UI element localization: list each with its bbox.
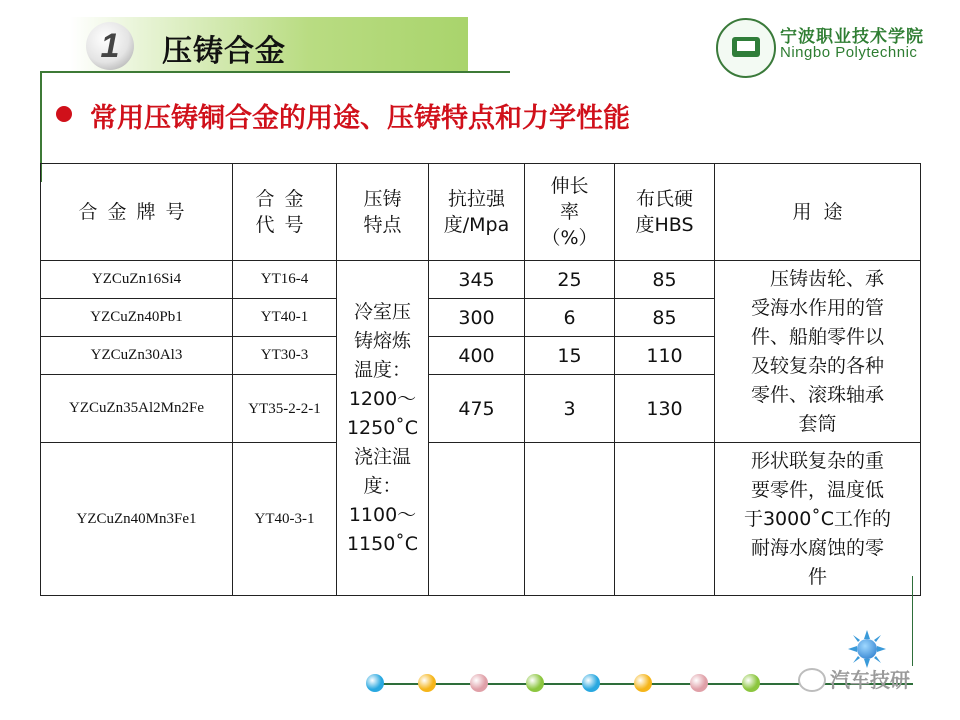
footer-dot — [470, 674, 488, 692]
cell-grade: YZCuZn16Si4 — [41, 261, 233, 299]
cell-elongation: 25 — [525, 261, 615, 299]
table-row — [41, 261, 921, 299]
header-code: 合金 代号 — [233, 164, 337, 261]
cell-casting-feature: 冷室压 铸熔炼 温度： 1200～ 1250˚C 浇注温 度： 1100～ 1150˚C — [337, 261, 429, 596]
cell-tensile: 475 — [429, 375, 525, 443]
cell-code: YT35-2-2-1 — [233, 375, 337, 443]
cell-code: YT30-3 — [233, 337, 337, 375]
cell-hardness — [615, 443, 715, 596]
bullet-icon — [56, 106, 72, 122]
footer-dot — [526, 674, 544, 692]
table-header-row — [41, 164, 921, 261]
cell-elongation: 15 — [525, 337, 615, 375]
section-title: 压铸合金 — [162, 34, 286, 69]
cell-tensile: 400 — [429, 337, 525, 375]
table-row — [41, 443, 921, 596]
header-tensile: 抗拉强 度/Mpa — [429, 164, 525, 261]
watermark-text: 汽车技研 — [830, 668, 910, 692]
school-name-cn: 宁波职业技术学院 — [780, 27, 924, 47]
cell-hardness: 85 — [615, 261, 715, 299]
cell-use-group1: 压铸齿轮、承 受海水作用的管 件、船舶零件以 及较复杂的各种 零件、滚珠轴承 套筒 — [715, 261, 921, 443]
cell-tensile — [429, 443, 525, 596]
alloy-table — [40, 163, 921, 596]
section-number: 1 — [100, 26, 120, 65]
cell-grade: YZCuZn40Pb1 — [41, 299, 233, 337]
school-name-en: Ningbo Polytechnic — [780, 44, 918, 61]
footer-dot — [418, 674, 436, 692]
section-number-badge — [86, 22, 134, 70]
sun-icon — [848, 630, 886, 668]
footer-dot — [742, 674, 760, 692]
cell-tensile: 345 — [429, 261, 525, 299]
cell-hardness: 85 — [615, 299, 715, 337]
header-hardness: 布氏硬 度HBS — [615, 164, 715, 261]
header-feature: 压铸 特点 — [337, 164, 429, 261]
cell-elongation — [525, 443, 615, 596]
footer-dot — [366, 674, 384, 692]
cell-code: YT16-4 — [233, 261, 337, 299]
cell-grade: YZCuZn30Al3 — [41, 337, 233, 375]
cell-hardness: 110 — [615, 337, 715, 375]
title-underline — [40, 71, 510, 73]
cell-tensile: 300 — [429, 299, 525, 337]
footer-vertical-line — [912, 576, 913, 666]
header-elongation: 伸长 率 （%） — [525, 164, 615, 261]
school-emblem-icon — [716, 18, 776, 78]
cell-elongation: 6 — [525, 299, 615, 337]
footer-dot — [582, 674, 600, 692]
footer-dot — [690, 674, 708, 692]
wechat-icon — [798, 668, 826, 692]
header-grade: 合金牌号 — [41, 164, 233, 261]
cell-elongation: 3 — [525, 375, 615, 443]
cell-code: YT40-3-1 — [233, 443, 337, 596]
cell-code: YT40-1 — [233, 299, 337, 337]
header-use: 用 途 — [715, 164, 921, 261]
cell-hardness: 130 — [615, 375, 715, 443]
cell-grade: YZCuZn35Al2Mn2Fe — [41, 375, 233, 443]
footer-dot — [634, 674, 652, 692]
cell-grade: YZCuZn40Mn3Fe1 — [41, 443, 233, 596]
cell-use-group2: 形状联复杂的重 要零件，温度低 于3000˚C工作的 耐海水腐蚀的零 件 — [715, 443, 921, 596]
slide-heading: 常用压铸铜合金的用途、压铸特点和力学性能 — [90, 103, 630, 134]
